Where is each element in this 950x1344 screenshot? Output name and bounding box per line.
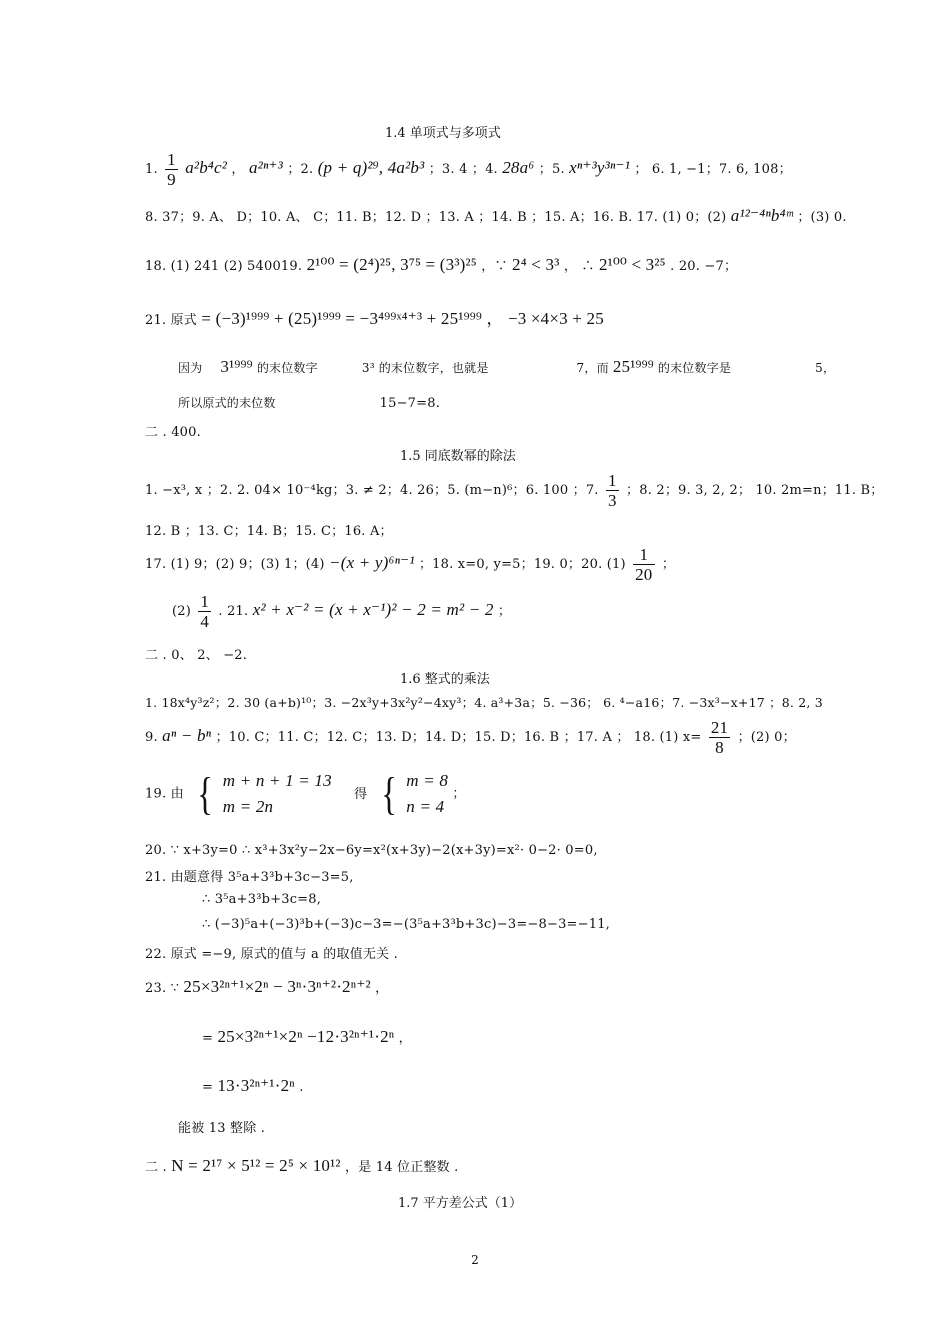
- text: ；3. 4 ；4.: [428, 162, 498, 177]
- text: ；(3) 0.: [797, 210, 847, 225]
- text: =: [202, 1080, 214, 1095]
- text: 17. (1) 9；(2) 9；(3) 1；(4): [145, 557, 325, 572]
- fraction-twenty-one-eighths: [709, 718, 730, 757]
- section-heading-1-4: 1.4 单项式与多项式: [385, 126, 501, 141]
- fraction-one-ninth: [165, 150, 178, 189]
- equation: m = 8: [406, 771, 449, 790]
- fraction-one-third: [606, 471, 619, 510]
- text: ；: [661, 557, 676, 572]
- answer-line-9: 12. B ；13. C；14. B；15. C；16. A；: [145, 524, 393, 539]
- text: .: [299, 1080, 304, 1095]
- denominator: 8: [715, 738, 724, 757]
- equation: m + n + 1 = 13: [222, 771, 332, 790]
- answer-line-18: ∴ 3⁵a+3³b+3c=8,: [202, 892, 322, 907]
- text: 15−7=8.: [379, 396, 441, 411]
- text: ；(2) 0；: [737, 730, 796, 745]
- text: 5，: [815, 361, 836, 375]
- answer-line-23: [202, 1076, 304, 1096]
- section-heading-1-7: 1.7 平方差公式（1）: [398, 1196, 523, 1211]
- answer-line-25: [145, 1156, 459, 1176]
- left-brace: {: [381, 768, 397, 819]
- text: . 20. −7；: [670, 259, 738, 274]
- text: (2): [172, 604, 192, 619]
- answer-line-14: [145, 718, 796, 757]
- text: ；: [497, 604, 512, 619]
- equation-system-1: [223, 768, 332, 820]
- section-heading-1-6: 1.6 整式的乘法: [400, 672, 490, 687]
- text: 二 .: [145, 1160, 167, 1175]
- answer-line-6: [178, 394, 440, 411]
- text: 1. −x³, x ；2. 2. 04× 10⁻⁴kg；3. ≠ 2；4. 26；5. (m−n)⁶；6. 100 ；7.: [145, 483, 599, 498]
- math-expr: 28a⁶: [502, 158, 535, 177]
- math-expr: 3¹⁹⁹⁹: [220, 357, 253, 376]
- fraction-one-fourth: [198, 592, 211, 631]
- answer-line-11: [172, 592, 511, 631]
- numerator: 1: [607, 471, 617, 490]
- text: ； 6. 1, −1；7. 6, 108；: [634, 162, 792, 177]
- math-expr: ， −3: [486, 309, 527, 328]
- math-expr: a²b⁴c²: [185, 158, 228, 177]
- text: 所以原式的末位数: [178, 396, 276, 410]
- answer-line-15: [145, 768, 466, 820]
- text: 8. 37；9. A、 D；10. A、 C；11. B；12. D ；13. A ；14. B ；15. A；16. B. 17. (1) 0；(2): [145, 210, 727, 225]
- text: 7，而: [576, 361, 609, 375]
- answer-line-10: [145, 545, 675, 584]
- text: . 21.: [218, 604, 249, 619]
- math-expr: 2¹⁰⁰ < 3²⁵: [598, 255, 666, 274]
- answer-line-22: [202, 1027, 412, 1047]
- answer-line-2: [145, 206, 847, 226]
- text: 9.: [145, 730, 158, 745]
- denominator: 4: [200, 612, 210, 631]
- page-number: 2: [471, 1253, 479, 1267]
- math-expr: 13·3²ⁿ⁺¹·2ⁿ: [217, 1076, 295, 1095]
- text: 19. 由: [145, 786, 184, 802]
- denominator: 3: [607, 491, 617, 510]
- math-expr: 25¹⁹⁹⁹: [612, 357, 654, 376]
- section-heading-1-5: 1.5 同底数幂的除法: [400, 449, 516, 464]
- math-expr: N = 2¹⁷ × 5¹² = 2⁵ × 10¹²: [171, 1156, 341, 1175]
- text: ， ∴: [563, 259, 595, 274]
- answer-line-21: [145, 977, 388, 997]
- text: ，∵: [481, 259, 508, 274]
- answer-line-1: [145, 150, 792, 189]
- answer-line-5: [178, 357, 835, 377]
- text: 18. (1) 241 (2) 540019.: [145, 259, 303, 274]
- equation: n = 4: [406, 797, 445, 816]
- denominator: 9: [167, 170, 176, 189]
- left-brace: {: [197, 768, 214, 819]
- denominator: 20: [635, 565, 653, 584]
- text: 23. ∵: [145, 981, 180, 996]
- math-expr: −(x + y)⁶ⁿ⁻¹: [329, 553, 415, 572]
- math-expr: 25×3²ⁿ⁺¹×2ⁿ −12·3²ⁿ⁺¹·2ⁿ: [217, 1027, 395, 1046]
- numerator: 1: [167, 150, 176, 169]
- text: ，: [398, 1031, 412, 1046]
- text: ；18. x=0, y=5；19. 0；20. (1): [418, 557, 626, 572]
- answer-line-8: [145, 471, 883, 510]
- text: 3³ 的末位数字，也就是: [361, 361, 489, 375]
- math-expr: aⁿ − bⁿ: [162, 726, 212, 745]
- text: ；: [452, 786, 466, 802]
- numerator: 1: [633, 545, 654, 565]
- math-expr: x² + x⁻² = (x + x⁻¹)² − 2 = m² − 2: [252, 600, 494, 619]
- text: ，: [375, 981, 389, 996]
- answer-line-4: [145, 304, 604, 329]
- text: 的末位数字: [256, 361, 318, 375]
- answer-line-13: 1. 18x⁴y³z²；2. 30 (a+b)¹⁰；3. −2x³y+3x²y²−4xy³；4. a³+3a；5. −36； 6. ⁴−a16；7. −3x³−x+17 ；8. 2, 3: [145, 695, 823, 710]
- math-expr: = (−3)¹⁹⁹⁹ + (25)¹⁹⁹⁹ = −3⁴⁹⁹ˣ⁴⁺³ + 25¹⁹⁹⁹: [201, 309, 482, 328]
- text: ，是 14 位正整数 .: [345, 1160, 459, 1175]
- text: 得: [354, 786, 368, 802]
- math-expr: 2¹⁰⁰ = (2⁴)²⁵, 3⁷⁵ = (3³)²⁵: [306, 255, 477, 274]
- text: ；10. C；11. C；12. C；13. D；14. D；15. D；16. B ；17. A ； 18. (1) x=: [215, 730, 702, 745]
- answer-line-20: 22. 原式 =−9, 原式的值与 a 的取值无关 .: [145, 947, 398, 962]
- numerator: 21: [710, 718, 729, 737]
- answer-line-24: 能被 13 整除 .: [178, 1121, 266, 1136]
- answer-line-19: ∴ (−3)⁵a+(−3)³b+(−3)c−3=−(3⁵a+3³b+3c)−3=−8−3=−11,: [202, 917, 610, 932]
- math-expr: (p + q)²⁹, 4a²b³: [317, 158, 425, 177]
- math-expr: xⁿ⁺³y³ⁿ⁻¹: [569, 158, 630, 177]
- math-expr: a¹²⁻⁴ⁿb⁴ᵐ: [730, 206, 794, 225]
- text: ；5.: [538, 162, 565, 177]
- text: ，: [231, 162, 245, 177]
- text: 因为: [178, 361, 203, 375]
- math-expr: a²ⁿ⁺³: [248, 158, 283, 177]
- text: ；2.: [287, 162, 314, 177]
- answer-line-7: 二 . 400.: [145, 425, 201, 440]
- answer-line-17: 21. 由题意得 3⁵a+3³b+3c−3=5,: [145, 870, 354, 885]
- numerator: 1: [200, 592, 210, 611]
- equation: m = 2n: [222, 797, 274, 816]
- fraction-one-twentieth: [633, 545, 654, 584]
- text: ；8. 2；9. 3, 2, 2； 10. 2m=n；11. B；: [626, 483, 884, 498]
- text: 的末位数字是: [657, 361, 732, 375]
- answer-line-3: [145, 255, 737, 275]
- answer-line-12: 二 . 0、 2、 −2.: [145, 648, 248, 663]
- answer-line-16: 20. ∵ x+3y=0 ∴ x³+3x²y−2x−6y=x²(x+3y)−2(x+3y)=x²· 0−2· 0=0,: [145, 843, 598, 858]
- math-expr: 2⁴ < 3³: [512, 255, 560, 274]
- math-expr: ×4×3 + 25: [530, 309, 604, 328]
- text: 21. 原式: [145, 313, 198, 328]
- text: 1.: [145, 162, 158, 177]
- equation-system-2: [406, 768, 448, 820]
- text: =: [202, 1031, 214, 1046]
- math-expr: 25×3²ⁿ⁺¹×2ⁿ − 3ⁿ·3ⁿ⁺²·2ⁿ⁺²: [183, 977, 371, 996]
